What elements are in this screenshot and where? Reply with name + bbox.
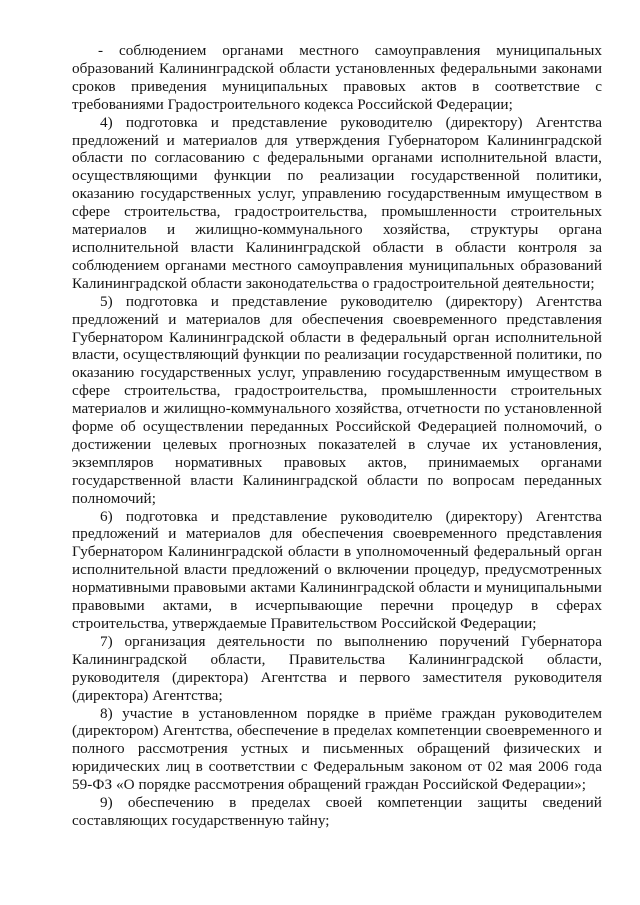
paragraph-item-7: 7) организация деятельности по выполнению поручений Губернатора Калининградской области, Правительства Калининградской области, руководителя (директора) Агентства и первого заместителя руководителя (директора) Агентства; bbox=[72, 632, 602, 704]
paragraph-item-5: 5) подготовка и представление руководителю (директору) Агентства предложений и материалов для обеспечения своевременного представления Губернатором Калининградской области в федеральный орган исполнительной власти, осуществляющий функции по реализации государственной политики, по оказанию государственных услуг, управлению государственным имуществом в сфере строительства, градостроительства, промышленности строительных материалов и жилищно-коммунального хозяйства, отчетности по установленной форме об осуществлении переданных Российской Федерацией полномочий, о достижении целевых прогнозных показателей в случае их установления, экземпляров нормативных правовых актов, принимаемых органами государственной власти Калининградской области по вопросам переданных полномочий; bbox=[72, 292, 602, 507]
paragraph-compliance-item: - соблюдением органами местного самоуправления муниципальных образований Калининградской области установленных федеральными законами сроков приведения муниципальных правовых актов в соответствие с требованиями Градостроительного кодекса Российской Федерации; bbox=[72, 42, 602, 113]
paragraph-item-8: 8) участие в установленном порядке в приёме граждан руководителем (директором) Агентства, обеспечение в пределах компетенции своевременного и полного рассмотрения устных и письменных обращений физических и юридических лиц в соответствии с Федеральным законом от 02 мая 2006 года 59-ФЗ «О порядке рассмотрения обращений граждан Российской Федерации»; bbox=[72, 704, 602, 794]
paragraph-item-4: 4) подготовка и представление руководителю (директору) Агентства предложений и материалов для утверждения Губернатором Калининградской области по согласованию с федеральными органами исполнительной власти, осуществляющими функции по реализации государственной политики, оказанию государственных услуг, управлению государственным имуществом в сфере строительства, градостроительства, промышленности строительных материалов и жилищно-коммунального хозяйства, структуры органа исполнительной власти Калининградской области в области контроля за соблюдением органами местного самоуправления муниципальных образований Калининградской области законодательства о градостроительной деятельности; bbox=[72, 113, 602, 292]
document-body bbox=[72, 42, 602, 830]
paragraph-item-6: 6) подготовка и представление руководителю (директору) Агентства предложений и материалов для обеспечения своевременного представления Губернатором Калининградской области в уполномоченный федеральный орган исполнительной власти предложений о включении процедур, предусмотренных нормативными правовыми актами Калининградской области и муниципальными правовыми актами, в исчерпывающие перечни процедур в сферах строительства, утверждаемые Правительством Российской Федерации; bbox=[72, 507, 602, 632]
paragraph-item-9: 9) обеспечению в пределах своей компетенции защиты сведений составляющих государственную тайну; bbox=[72, 794, 602, 829]
